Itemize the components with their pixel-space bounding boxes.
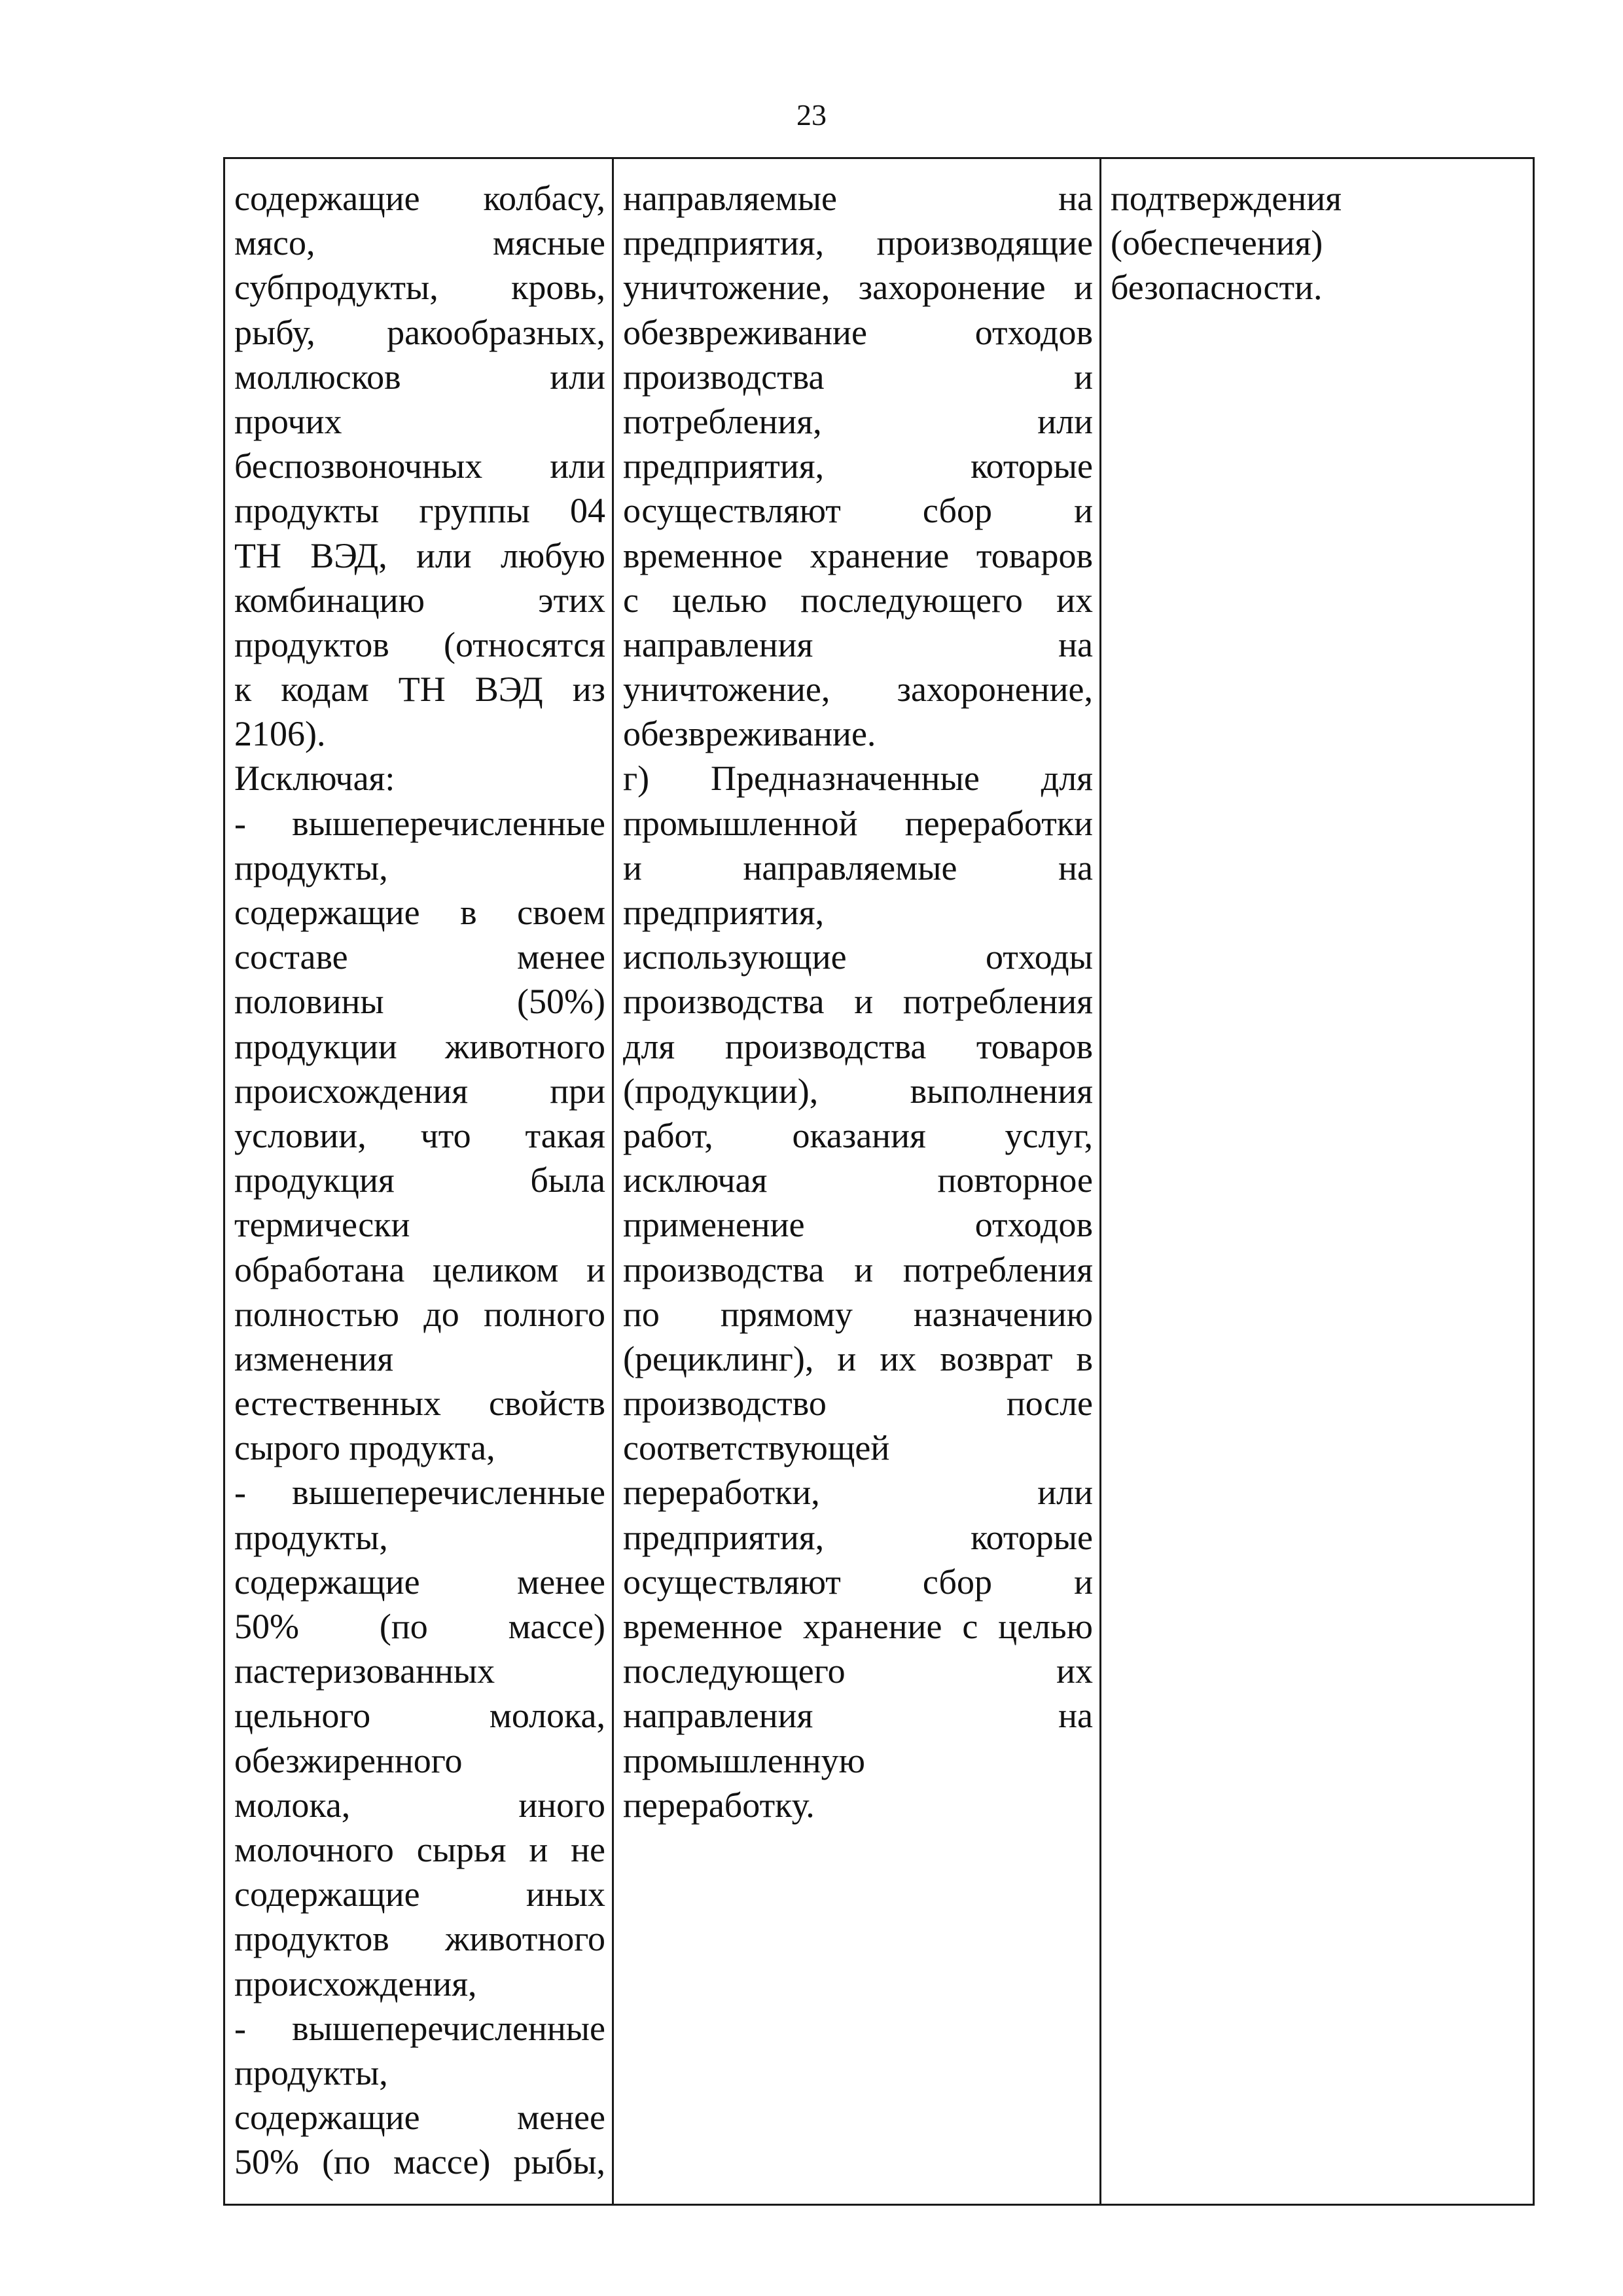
text-line: производства и потребления xyxy=(623,982,1093,1022)
text-line: продуктов (относятся xyxy=(234,624,605,664)
text-line: для производства товаров xyxy=(623,1026,1093,1066)
text-line: использующие отходы xyxy=(623,937,1093,977)
cell-text-column-1 xyxy=(234,176,605,2184)
text-line: цельного молока, xyxy=(234,1696,605,1736)
text-line: безопасности. xyxy=(1111,268,1323,308)
text-line: осуществляют сбор и xyxy=(623,1562,1093,1602)
text-line: (рециклинг), и их возврат в xyxy=(623,1338,1093,1378)
text-line: - вышеперечисленные xyxy=(234,1473,605,1513)
text-line: полностью до полного xyxy=(234,1294,605,1334)
text-line: сырого продукта, xyxy=(234,1428,495,1468)
text-line: составе менее xyxy=(234,937,605,977)
text-line: содержащие менее xyxy=(234,1562,605,1602)
text-line: моллюсков или xyxy=(234,357,605,397)
text-line: с целью последующего их xyxy=(623,580,1093,620)
text-line: молока, иного xyxy=(234,1785,605,1825)
cell-text-column-2 xyxy=(623,176,1093,1827)
text-line: уничтожение, захоронение и xyxy=(623,268,1093,308)
text-line: происхождения при xyxy=(234,1071,605,1111)
text-line: термически xyxy=(234,1205,410,1245)
page-number: 23 xyxy=(796,98,827,132)
text-line: производства и потребления xyxy=(623,1249,1093,1289)
text-line: направления на xyxy=(623,624,1093,664)
text-line: продукты, xyxy=(234,2053,388,2092)
text-line: соответствующей xyxy=(623,1428,890,1468)
text-line: содержащие менее xyxy=(234,2098,605,2138)
text-line: 50% (по массе) рыбы, xyxy=(234,2142,605,2182)
text-line: обработана целиком и xyxy=(234,1249,605,1289)
text-line: продукции животного xyxy=(234,1026,605,1066)
table-cell-confirmation xyxy=(1101,158,1534,2205)
text-line: ТН ВЭД, или любую xyxy=(234,535,605,575)
text-line: - вышеперечисленные xyxy=(234,2008,605,2048)
text-line: (продукции), выполнения xyxy=(623,1071,1093,1111)
text-line: направляемые на xyxy=(623,179,1093,218)
text-line: промышленную xyxy=(623,1740,865,1780)
text-line: беспозвоночных или xyxy=(234,446,605,486)
text-line: содержащие в своем xyxy=(234,893,605,932)
text-line: потребления, или xyxy=(623,401,1093,441)
table-row xyxy=(224,158,1534,2205)
text-line: 50% (по массе) xyxy=(234,1607,605,1646)
text-line: содержащие иных xyxy=(234,1874,605,1914)
text-line: Исключая: xyxy=(234,759,395,798)
text-line: г) Предназначенные для xyxy=(623,759,1093,798)
text-line: 2106). xyxy=(234,714,326,754)
text-line: обезвреживание. xyxy=(623,714,876,754)
text-line: временное хранение с целью xyxy=(623,1607,1093,1646)
text-line: по прямому назначению xyxy=(623,1294,1093,1334)
text-line: и направляемые на xyxy=(623,848,1093,888)
text-line: условии, что такая xyxy=(234,1115,605,1155)
text-line: - вышеперечисленные xyxy=(234,803,605,843)
text-line: применение отходов xyxy=(623,1205,1093,1245)
text-line: временное хранение товаров xyxy=(623,535,1093,575)
text-line: к кодам ТН ВЭД из xyxy=(234,670,605,709)
text-line: обезвреживание отходов xyxy=(623,312,1093,352)
text-line: предприятия, производящие xyxy=(623,223,1093,263)
document-table xyxy=(223,157,1535,2206)
text-line: производство после xyxy=(623,1384,1093,1424)
text-line: производства и xyxy=(623,357,1093,397)
text-line: обезжиренного xyxy=(234,1740,463,1780)
text-line: молочного сырья и не xyxy=(234,1829,605,1869)
text-line: предприятия, xyxy=(623,893,825,932)
text-line: изменения xyxy=(234,1338,394,1378)
text-line: естественных свойств xyxy=(234,1384,605,1424)
text-line: комбинацию этих xyxy=(234,580,605,620)
text-line: осуществляют сбор и xyxy=(623,491,1093,531)
text-line: происхождения, xyxy=(234,1964,477,2003)
text-line: субпродукты, кровь, xyxy=(234,268,605,308)
text-line: продукты группы 04 xyxy=(234,491,605,531)
text-line: половины (50%) xyxy=(234,982,605,1022)
text-line: переработку. xyxy=(623,1785,815,1825)
text-line: работ, оказания услуг, xyxy=(623,1115,1093,1155)
text-line: подтверждения xyxy=(1111,179,1342,218)
text-line: продукция была xyxy=(234,1160,605,1200)
cell-text-column-3 xyxy=(1111,176,1526,310)
text-line: исключая повторное xyxy=(623,1160,1093,1200)
text-line: направления на xyxy=(623,1696,1093,1736)
text-line: предприятия, которые xyxy=(623,446,1093,486)
text-line: продуктов животного xyxy=(234,1919,605,1959)
table-cell-destination xyxy=(613,158,1101,2205)
text-line: пастеризованных xyxy=(234,1651,495,1691)
text-line: прочих xyxy=(234,401,342,441)
table-cell-product-description xyxy=(224,158,613,2205)
text-line: продукты, xyxy=(234,848,388,888)
text-line: продукты, xyxy=(234,1517,388,1557)
text-line: последующего их xyxy=(623,1651,1093,1691)
text-line: уничтожение, захоронение, xyxy=(623,670,1093,709)
text-line: рыбу, ракообразных, xyxy=(234,312,605,352)
text-line: предприятия, которые xyxy=(623,1517,1093,1557)
text-line: промышленной переработки xyxy=(623,803,1093,843)
text-line: (обеспечения) xyxy=(1111,223,1323,263)
text-line: содержащие колбасу, xyxy=(234,179,605,218)
text-line: мясо, мясные xyxy=(234,223,605,263)
text-line: переработки, или xyxy=(623,1473,1093,1513)
